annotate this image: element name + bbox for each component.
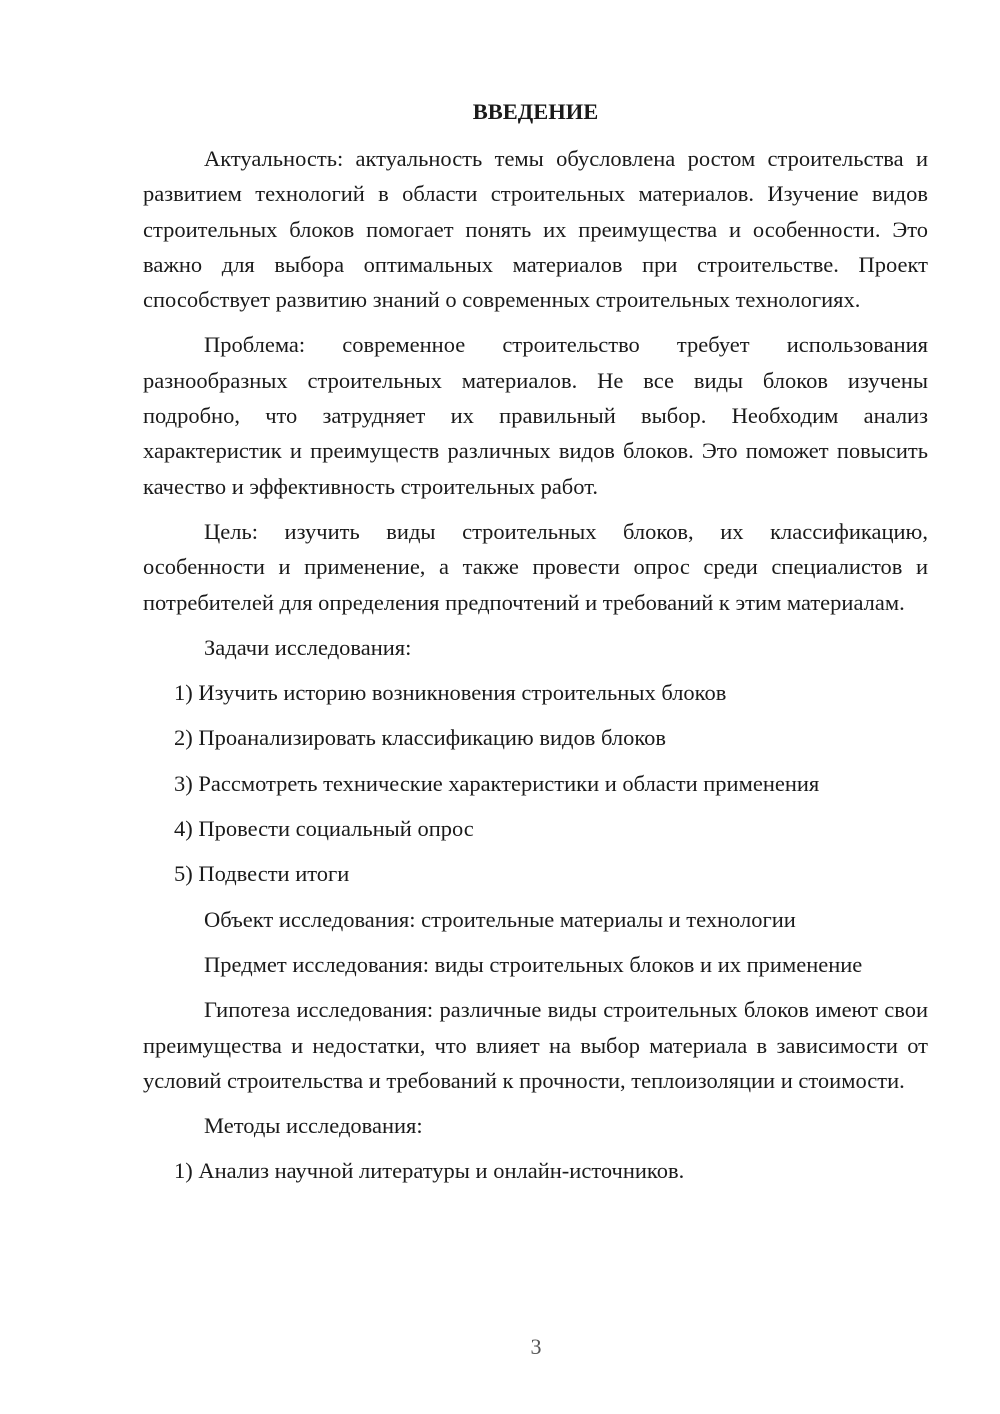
tasks-list <box>143 675 928 891</box>
object-line: Объект исследования: строительные материалы и технологии <box>204 906 796 932</box>
page-body <box>143 94 928 1199</box>
task-item: 3) Рассмотреть технические характеристики и области применения <box>174 770 820 796</box>
task-item: 2) Проанализировать классификацию видов блоков <box>174 725 666 751</box>
task-item: 5) Подвести итоги <box>174 861 350 887</box>
method-item: 1) Анализ научной литературы и онлайн-источников. <box>174 1158 685 1184</box>
task-item: 4) Провести социальный опрос <box>174 816 474 842</box>
task-item: 1) Изучить историю возникновения строительных блоков <box>174 680 727 706</box>
subject-line: Предмет исследования: виды строительных блоков и их применение <box>204 951 863 977</box>
methods-heading: Методы исследования: <box>204 1113 423 1139</box>
methods-list <box>143 1153 928 1188</box>
section-title: ВВЕДЕНИЕ <box>472 99 599 124</box>
relevance-paragraph: Актуальность: актуальность темы обусловлена ростом строительства и развитием технологий в области строительных материалов. Изучение видов строительных блоков помогает понять их преимущества и особенности. Это важно для выбора оптимальных материалов при строительстве. Проект способствует развитию знаний о современных строительных технологиях. <box>143 146 928 313</box>
tasks-heading: Задачи исследования: <box>204 634 412 660</box>
hypothesis-paragraph: Гипотеза исследования: различные виды строительных блоков имеют свои преимущества и недостатки, что влияет на выбор материала в зависимости от условий строительства и требований к прочности, теплоизоляции и стоимости. <box>143 997 928 1093</box>
problem-paragraph: Проблема: современное строительство требует использования разнообразных строительных материалов. Не все виды блоков изучены подробно, что затрудняет их правильный выбор. Необходим анализ характеристик и преимуществ различных видов блоков. Это поможет повысить качество и эффективность строительных работ. <box>143 332 928 499</box>
goal-paragraph: Цель: изучить виды строительных блоков, их классификацию, особенности и применение, а также провести опрос среди специалистов и потребителей для определения предпочтений и требований к этим материалам. <box>143 518 928 615</box>
page-number: 3 <box>530 1334 542 1359</box>
